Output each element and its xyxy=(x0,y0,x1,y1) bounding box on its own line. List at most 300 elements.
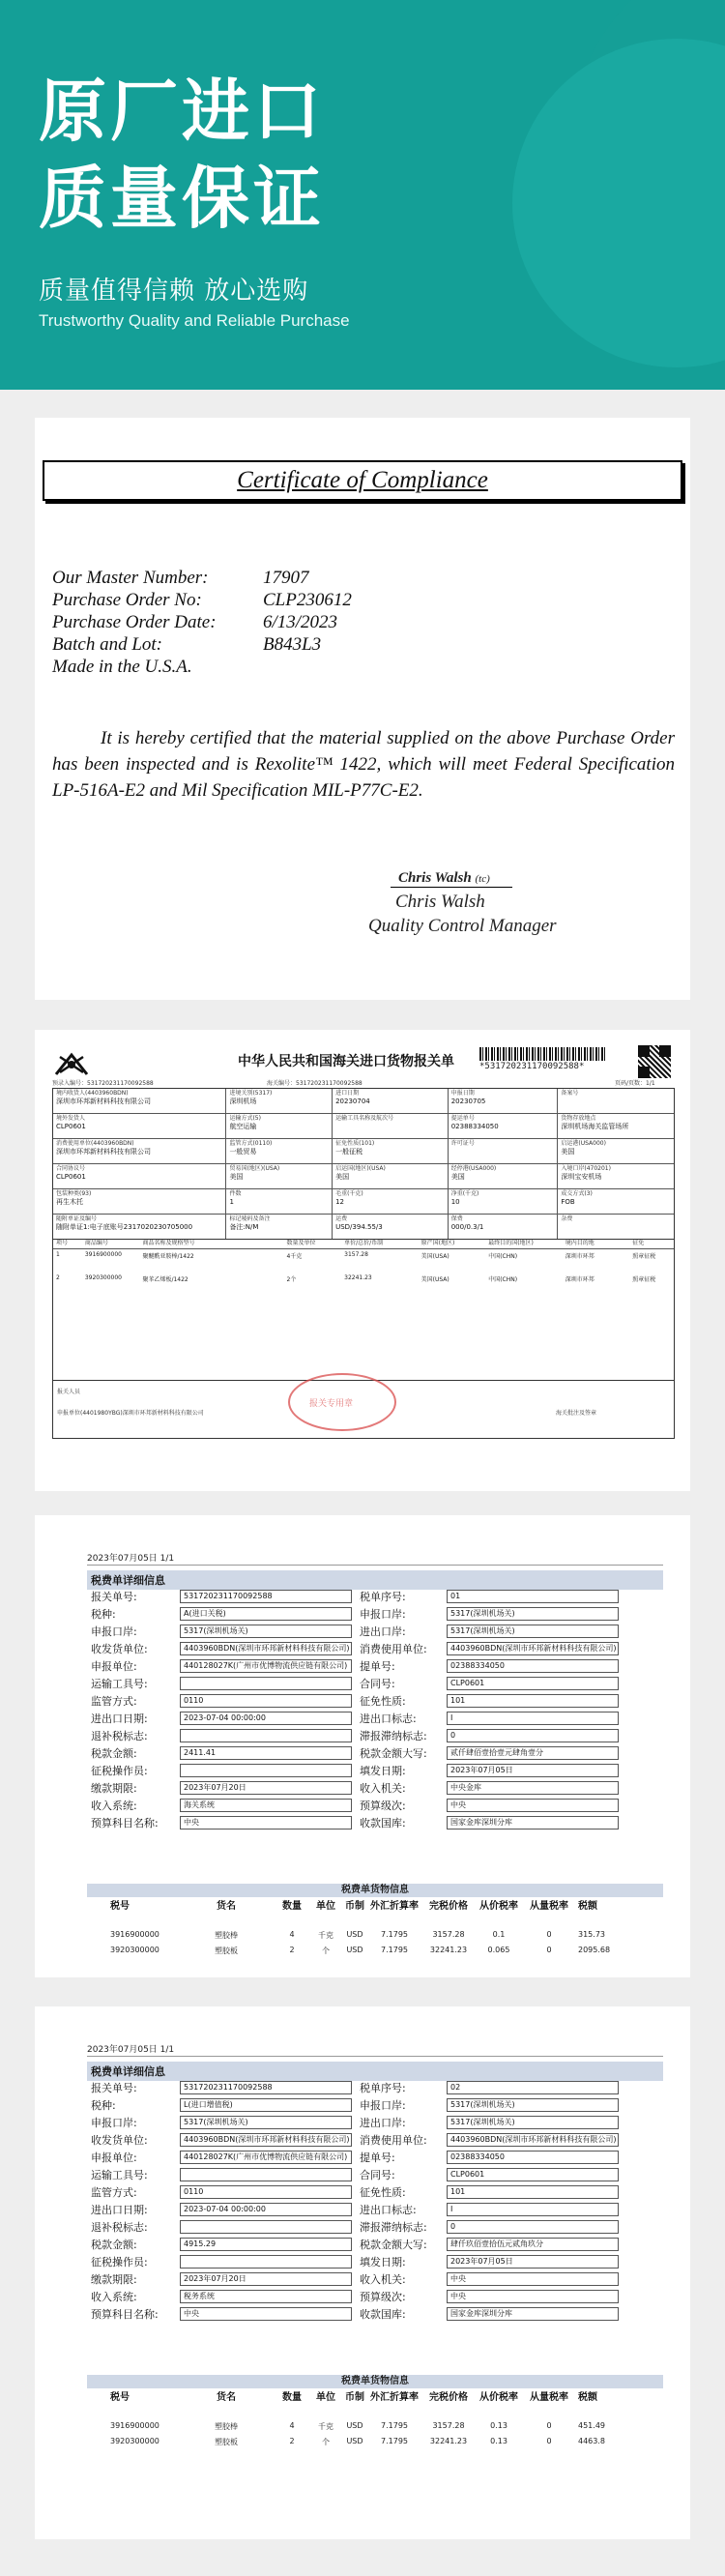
tax-goods-header-cell: 从量税率 xyxy=(530,1901,568,1912)
tax-row xyxy=(87,2218,663,2236)
tax-value xyxy=(180,1729,352,1742)
tax-value: 440128027K(广州市优博物流供应链有限公司) xyxy=(180,1659,352,1673)
tax-label: 提单号: xyxy=(360,1660,395,1673)
grid-cell xyxy=(558,1189,674,1214)
tax-goods-cell: 451.49 xyxy=(578,2421,605,2430)
decor-circle xyxy=(512,39,725,367)
tax-label: 运输工具号: xyxy=(91,1678,148,1690)
tax-value: 2023年07月20日 xyxy=(180,1781,352,1795)
grid-cell xyxy=(558,1164,674,1188)
tax-row xyxy=(87,1675,663,1692)
tax-label: 税单序号: xyxy=(360,1591,406,1603)
signature-suffix: (tc) xyxy=(475,873,490,885)
grid-label: 保费 xyxy=(450,1215,463,1222)
tax-label: 提单号: xyxy=(360,2152,395,2164)
grid-row xyxy=(53,1114,674,1139)
certificate-field xyxy=(52,634,352,657)
tax-value: 01 xyxy=(447,1590,619,1603)
field-label: Purchase Order Date: xyxy=(52,612,217,632)
tax-goods-cell: 2 xyxy=(289,2437,295,2445)
tax-value: 中央金库 xyxy=(447,1781,619,1795)
tax-value: CLP0601 xyxy=(447,1677,619,1690)
tax-goods-cell: 0 xyxy=(546,2437,552,2445)
grid-row xyxy=(53,1089,674,1114)
grid-value: 航空运输 xyxy=(229,1123,257,1130)
tax-goods-cell: 315.73 xyxy=(578,1930,605,1939)
grid-value: 美国 xyxy=(335,1173,350,1181)
goods-header-cell: 原产国(地区) xyxy=(420,1240,455,1246)
tax-label: 预算科目名称: xyxy=(91,1817,159,1830)
tax-label: 缴款期限: xyxy=(91,1782,137,1795)
tax-value: 02 xyxy=(447,2081,619,2094)
made-in-line: Made in the U.S.A. xyxy=(52,657,192,677)
tax-goods-header-cell: 税号 xyxy=(110,1901,130,1912)
tax-goods-cell: 0.065 xyxy=(487,1946,510,1954)
tax-goods-header-cell: 货名 xyxy=(217,2392,236,2403)
tax-label: 征税操作员: xyxy=(91,2256,148,2269)
tax-label: 收发货单位: xyxy=(91,2134,148,2147)
tax-goods-cell: 7.1795 xyxy=(381,2437,408,2445)
grid-label: 件数 xyxy=(229,1190,242,1197)
goods-header-cell: 数量及单位 xyxy=(286,1240,316,1246)
footer-customs-notes: 海关批注及签章 xyxy=(556,1410,597,1417)
tax-label: 征税操作员: xyxy=(91,1765,148,1777)
tax-label: 填发日期: xyxy=(360,1765,406,1777)
tax-value: 国家金库深圳分库 xyxy=(447,1816,619,1830)
tax-value: A(进口关税) xyxy=(180,1607,352,1621)
tax-label: 税种: xyxy=(91,1608,116,1621)
tax-goods-header-cell: 数量 xyxy=(282,2392,302,2403)
grid-label: 进境关别(5317) xyxy=(229,1090,273,1097)
grid-cell xyxy=(53,1164,226,1188)
tax-goods-cell: USD xyxy=(346,1946,363,1954)
hero-title xyxy=(39,68,325,242)
tax-label: 申报口岸: xyxy=(360,2099,406,2112)
grid-cell xyxy=(333,1189,449,1214)
grid-label: 境内收货人(4403960BDN) xyxy=(56,1090,129,1097)
tax-goods-cell: 0.13 xyxy=(490,2437,508,2445)
goods-row xyxy=(53,1249,674,1273)
tax-value: L(进口增值税) xyxy=(180,2098,352,2112)
goods-cell: 聚醚酰亚胺棒/1422 xyxy=(142,1253,194,1260)
field-value: B843L3 xyxy=(263,634,322,655)
tax-goods-header-cell: 单位 xyxy=(316,1901,335,1912)
grid-label: 货物存放地点 xyxy=(561,1115,596,1122)
grid-cell xyxy=(333,1089,449,1113)
grid-label: 启运国(地区)(USA) xyxy=(335,1165,386,1172)
grid-cell xyxy=(449,1164,559,1188)
signer-name: Chris Walsh xyxy=(395,892,485,912)
tax-row xyxy=(87,2166,663,2183)
grid-row xyxy=(53,1189,674,1215)
grid-value: 美国 xyxy=(229,1173,244,1181)
grid-row xyxy=(53,1139,674,1164)
tax-value: 5317(深圳机场关) xyxy=(447,2116,619,2129)
certificate-title-box xyxy=(43,460,682,501)
field-label: Our Master Number: xyxy=(52,568,209,588)
tax-value: 中央 xyxy=(447,2272,619,2286)
tax-value: 2023年07月20日 xyxy=(180,2272,352,2286)
tax-goods-cell: 4 xyxy=(289,1930,295,1939)
tax-value: 中央 xyxy=(180,1816,352,1830)
goods-cell: 美国(USA) xyxy=(420,1276,450,1283)
tax-goods-header-cell: 单位 xyxy=(316,2392,335,2403)
tax-row xyxy=(87,2131,663,2149)
tax-goods-header-cell: 完税价格 xyxy=(429,1901,468,1912)
goods-header-cell: 项号 xyxy=(56,1240,69,1246)
tax-date: 2023年07月05日 1/1 xyxy=(87,1551,663,1566)
customs-number: 海关编号：531720231170092588 xyxy=(267,1080,362,1087)
tax-value: 0110 xyxy=(180,1694,352,1708)
tax-value: 5317(深圳机场关) xyxy=(180,1625,352,1638)
tax-value: 101 xyxy=(447,1694,619,1708)
tax-goods-header-cell: 税额 xyxy=(578,2392,597,2403)
hero-subtitle-en: Trustworthy Quality and Reliable Purchase xyxy=(39,311,350,330)
goods-cell: 3157.28 xyxy=(344,1251,368,1258)
tax-value xyxy=(180,2220,352,2234)
tax-value: 4403960BDN(深圳市环邦新材料科技有限公司) xyxy=(447,2133,619,2147)
field-label: Purchase Order No: xyxy=(52,590,202,610)
grid-cell xyxy=(333,1139,449,1163)
goods-cell: 深圳市环邦 xyxy=(565,1253,594,1260)
tax-row xyxy=(87,2079,663,2096)
grid-cell xyxy=(558,1114,674,1138)
goods-body xyxy=(53,1249,674,1296)
goods-cell: 深圳市环邦 xyxy=(565,1276,594,1283)
tax-value: 5317(深圳机场关) xyxy=(447,2098,619,2112)
grid-label: 监管方式(0110) xyxy=(229,1140,273,1147)
tax-value: 贰仟肆佰壹拾壹元肆角壹分 xyxy=(447,1746,619,1760)
grid-value: 深圳市环邦新材料科技有限公司 xyxy=(56,1148,151,1156)
qr-code-icon xyxy=(638,1045,671,1078)
grid-cell xyxy=(226,1114,333,1138)
goods-header-cell: 商品名称及规格型号 xyxy=(142,1240,195,1246)
tax-goods-cell: 0.1 xyxy=(492,1930,506,1939)
tax-goods-cell: 塑胶棒 xyxy=(215,2422,238,2431)
tax-row xyxy=(87,1727,663,1744)
tax-value: 4403960BDN(深圳市环邦新材料科技有限公司) xyxy=(180,2133,352,2147)
goods-header-cell: 商品编号 xyxy=(84,1240,108,1246)
certificate-field xyxy=(52,568,352,590)
footer-agent: 报关人员 xyxy=(57,1389,81,1395)
certificate-field xyxy=(52,612,352,634)
goods-header-cell: 征免 xyxy=(632,1240,645,1246)
tax-goods-header-cell: 从量税率 xyxy=(530,2392,568,2403)
tax-label: 收发货单位: xyxy=(91,1643,148,1655)
tax-goods-cell: 32241.23 xyxy=(429,1946,468,1954)
hero-title-line: 质量保证 xyxy=(39,159,325,238)
customs-emblem-icon xyxy=(52,1051,91,1078)
tax-goods-cell: 个 xyxy=(322,2438,330,2446)
tax-value: I xyxy=(447,2203,619,2216)
grid-cell xyxy=(53,1139,226,1163)
grid-value: 一般征税 xyxy=(335,1148,363,1156)
tax-goods-header-cell: 外汇折算率 xyxy=(370,1901,419,1912)
grid-cell xyxy=(226,1164,333,1188)
tax-heading: 税费单详细信息 xyxy=(87,2062,663,2081)
grid-value: 再生木托 xyxy=(56,1198,83,1206)
signature xyxy=(391,870,512,888)
grid-value: 随附单证1:电子底账号2317020230705000 xyxy=(56,1223,193,1231)
tax-goods-cell: 0 xyxy=(546,1946,552,1954)
tax-value: 国家金库深圳分库 xyxy=(447,2307,619,2321)
grid-value: 一般贸易 xyxy=(229,1148,257,1156)
tax-value: 中央 xyxy=(447,1799,619,1812)
tax-row xyxy=(87,1797,663,1814)
tax-goods-cell: 2 xyxy=(289,1946,295,1954)
tax-goods-cell: 个 xyxy=(322,1947,330,1955)
tax-goods-cell: 塑胶板 xyxy=(215,2438,238,2446)
tax-row xyxy=(87,2236,663,2253)
grid-cell xyxy=(449,1189,559,1214)
tax-label: 征免性质: xyxy=(360,2186,406,2199)
goods-cell: 4千克 xyxy=(286,1253,303,1260)
goods-cell: 2 xyxy=(56,1274,60,1281)
tax-row xyxy=(87,1710,663,1727)
tax-label: 进出口岸: xyxy=(360,1625,406,1638)
certificate-fields xyxy=(52,568,352,679)
tax-label: 填发日期: xyxy=(360,2256,406,2269)
grid-value: 美国 xyxy=(561,1148,575,1156)
tax-goods-title: 税费单货物信息 xyxy=(87,2375,663,2388)
tax-value: 440128027K(广州市优博物流供应链有限公司) xyxy=(180,2151,352,2164)
grid-label: 成交方式(3) xyxy=(561,1190,593,1197)
tax-goods-row xyxy=(87,2421,663,2432)
tax-label: 预算科目名称: xyxy=(91,2308,159,2321)
grid-value: 美国 xyxy=(450,1173,465,1181)
tax-label: 退补税标志: xyxy=(91,1730,148,1742)
tax-goods-cell: USD xyxy=(346,2437,363,2445)
tax-goods-header-cell: 货名 xyxy=(217,1901,236,1912)
certificate-card xyxy=(35,418,690,1000)
tax-label: 申报口岸: xyxy=(91,1625,137,1638)
grid-cell xyxy=(558,1089,674,1113)
tax-row xyxy=(87,1762,663,1779)
tax-value: 0 xyxy=(447,1729,619,1742)
grid-cell xyxy=(53,1189,226,1214)
tax-label: 进出口标志: xyxy=(360,2204,417,2216)
tax-goods-header-cell: 完税价格 xyxy=(429,2392,468,2403)
tax-goods-cell: 7.1795 xyxy=(381,2421,408,2430)
tax-label: 退补税标志: xyxy=(91,2221,148,2234)
grid-label: 标记唛码及备注 xyxy=(229,1215,271,1222)
tax-label: 收入系统: xyxy=(91,2291,137,2303)
tax-goods-cell: 4463.8 xyxy=(578,2437,605,2445)
tax-label: 滞报滞纳标志: xyxy=(360,1730,427,1742)
tax-goods-header-cell: 币制 xyxy=(345,2392,364,2403)
goods-cell: 1 xyxy=(56,1251,60,1258)
grid-label: 运输工具名称及航次号 xyxy=(335,1115,394,1122)
tax-goods-cell: 3920300000 xyxy=(110,1946,160,1954)
tax-goods-row xyxy=(87,1946,663,1956)
tax-value: 5317(深圳机场关) xyxy=(447,1625,619,1638)
tax-goods-header-cell: 币制 xyxy=(345,1901,364,1912)
tax-label: 进出口日期: xyxy=(91,1712,148,1725)
page-count: 页码/页数：1/1 xyxy=(615,1080,655,1087)
grid-cell xyxy=(449,1114,559,1138)
grid-label: 进口日期 xyxy=(335,1090,360,1097)
tax-label: 预算级次: xyxy=(360,1800,406,1812)
tax-label: 消费使用单位: xyxy=(360,2134,427,2147)
tax-value: 中央 xyxy=(180,2307,352,2321)
tax-label: 报关单号: xyxy=(91,2082,137,2094)
tax-goods-cell: 塑胶棒 xyxy=(215,1931,238,1940)
tax-row xyxy=(87,1623,663,1640)
tax-goods-cell: 4 xyxy=(289,2421,295,2430)
tax-value xyxy=(180,1677,352,1690)
tax-goods-cell: 7.1795 xyxy=(381,1930,408,1939)
grid-label: 备案号 xyxy=(561,1090,579,1097)
grid-value: 1 xyxy=(229,1198,234,1206)
grid-value: 10 xyxy=(450,1198,460,1206)
grid-value: 20230705 xyxy=(450,1098,486,1105)
grid-cell xyxy=(333,1164,449,1188)
tax-value xyxy=(180,2168,352,2181)
tax-label: 申报口岸: xyxy=(360,1608,406,1621)
tax-row xyxy=(87,1692,663,1710)
goods-cell: 中国(CHN) xyxy=(488,1276,518,1283)
goods-cell: 照章征税 xyxy=(632,1253,656,1260)
tax-goods-cell: 2095.68 xyxy=(578,1946,611,1954)
tax-value: 02388334050 xyxy=(447,2151,619,2164)
grid-label: 经停港(USA000) xyxy=(450,1165,497,1172)
tax-goods-cell: 0 xyxy=(546,1930,552,1939)
barcode xyxy=(479,1047,605,1061)
tax-goods-cell: 千克 xyxy=(318,1931,334,1940)
tax-row xyxy=(87,2253,663,2270)
tax-value: 肆仟玖佰壹拾伍元贰角玖分 xyxy=(447,2238,619,2251)
tax-label: 税款金额大写: xyxy=(360,2239,427,2251)
tax-goods-cell: 3916900000 xyxy=(110,1930,160,1939)
grid-value: 深圳机场海关监管场所 xyxy=(561,1123,629,1130)
tax-value: 4915.29 xyxy=(180,2238,352,2251)
tax-label: 监管方式: xyxy=(91,2186,137,2199)
tax-row xyxy=(87,2201,663,2218)
tax-label: 进出口日期: xyxy=(91,2204,148,2216)
grid-label: 申报日期 xyxy=(450,1090,475,1097)
grid-cell xyxy=(449,1089,559,1113)
grid-label: 贸易国(地区)(USA) xyxy=(229,1165,280,1172)
tax-value: 531720231170092588 xyxy=(180,2081,352,2094)
goods-header-cell: 最终目的国(地区) xyxy=(488,1240,534,1246)
grid-value: CLP0601 xyxy=(56,1123,86,1130)
grid-cell xyxy=(226,1189,333,1214)
tax-value xyxy=(180,2255,352,2269)
tax-label: 税单序号: xyxy=(360,2082,406,2094)
certificate-field xyxy=(52,590,352,612)
pre-entry-number: 预录入编号：531720231170092588 xyxy=(52,1080,154,1087)
goods-header-cell: 单价/总价/币制 xyxy=(344,1240,384,1246)
tax-goods-header-cell: 税额 xyxy=(578,1901,597,1912)
tax-detail-table xyxy=(87,2079,663,2323)
grid-row xyxy=(53,1164,674,1189)
tax-label: 消费使用单位: xyxy=(360,1643,427,1655)
tax-value: I xyxy=(447,1712,619,1725)
grid-value: USD/394.55/3 xyxy=(335,1223,383,1231)
tax-value: CLP0601 xyxy=(447,2168,619,2181)
tax-goods-header-cell: 从价税率 xyxy=(479,2392,518,2403)
tax-label: 进出口标志: xyxy=(360,1712,417,1725)
certificate-title: Certificate of Compliance xyxy=(237,467,488,493)
tax-label: 税款金额大写: xyxy=(360,1747,427,1760)
tax-row xyxy=(87,2305,663,2323)
tax-row xyxy=(87,1779,663,1797)
grid-value: FOB xyxy=(561,1198,575,1206)
goods-cell: 3920300000 xyxy=(84,1274,122,1281)
goods-row xyxy=(53,1273,674,1296)
tax-value: 0 xyxy=(447,2220,619,2234)
tax-row xyxy=(87,1605,663,1623)
tax-value: 5317(深圳机场关) xyxy=(447,1607,619,1621)
grid-value: 20230704 xyxy=(335,1098,370,1105)
tax-goods-cell: USD xyxy=(346,1930,363,1939)
tax-goods-cell: 7.1795 xyxy=(381,1946,408,1954)
grid-value: 备注:N/M xyxy=(229,1223,259,1231)
tax-goods-header xyxy=(87,1901,663,1912)
goods-cell: 2个 xyxy=(286,1276,297,1283)
tax-row xyxy=(87,2270,663,2288)
signature-text: Chris Walsh xyxy=(398,870,472,886)
grid-value: CLP0601 xyxy=(56,1173,86,1181)
tax-value: 5317(深圳机场关) xyxy=(180,2116,352,2129)
tax-value: 海关系统 xyxy=(180,1799,352,1812)
goods-cell: 照章征税 xyxy=(632,1276,656,1283)
goods-cell: 美国(USA) xyxy=(420,1253,450,1260)
declaration-stamp xyxy=(288,1373,396,1431)
field-value: 17907 xyxy=(263,568,309,588)
declaration-goods xyxy=(52,1236,675,1381)
hero-subtitle: 质量值得信赖 放心选购 xyxy=(39,277,309,306)
tax-goods-row xyxy=(87,1930,663,1941)
tax-label: 税种: xyxy=(91,2099,116,2112)
tax-value: 2023年07月05日 xyxy=(447,1764,619,1777)
grid-label: 杂费 xyxy=(561,1215,573,1222)
declaration-title: 中华人民共和国海关进口货物报关单 xyxy=(238,1054,454,1069)
tax-value: 4403960BDN(深圳市环邦新材料科技有限公司) xyxy=(447,1642,619,1655)
tax-goods-header xyxy=(87,2392,663,2403)
grid-value: 深圳市环邦新材料科技有限公司 xyxy=(56,1098,151,1105)
tax-label: 运输工具号: xyxy=(91,2169,148,2181)
tax-row xyxy=(87,2114,663,2131)
tax-goods-cell: 3157.28 xyxy=(432,1930,465,1939)
tax-form-card-1 xyxy=(35,1515,690,1977)
tax-form-card-2 xyxy=(35,2006,690,2539)
tax-goods-header-cell: 数量 xyxy=(282,1901,302,1912)
hero-title-line: 原厂进口 xyxy=(39,72,325,151)
tax-goods-title: 税费单货物信息 xyxy=(87,1884,663,1897)
grid-value: 000/0.3/1 xyxy=(450,1223,484,1231)
tax-row xyxy=(87,1588,663,1605)
grid-label: 随附单证及编号 xyxy=(56,1215,98,1222)
grid-cell xyxy=(333,1114,449,1138)
tax-value: 531720231170092588 xyxy=(180,1590,352,1603)
grid-label: 毛重(千克) xyxy=(335,1190,363,1197)
tax-row xyxy=(87,2096,663,2114)
tax-label: 报关单号: xyxy=(91,1591,137,1603)
field-value: 6/13/2023 xyxy=(263,612,338,632)
grid-label: 净重(千克) xyxy=(450,1190,479,1197)
tax-row xyxy=(87,2288,663,2305)
tax-label: 税款金额: xyxy=(91,2239,137,2251)
tax-value: 2023-07-04 00:00:00 xyxy=(180,1712,352,1725)
signer-role: Quality Control Manager xyxy=(368,916,557,936)
goods-cell: 32241.23 xyxy=(344,1274,372,1281)
tax-value: 中央 xyxy=(447,2290,619,2303)
tax-label: 监管方式: xyxy=(91,1695,137,1708)
stamp-text: 报关专用章 xyxy=(309,1399,354,1409)
tax-label: 滞报滞纳标志: xyxy=(360,2221,427,2234)
tax-goods-cell: 32241.23 xyxy=(429,2437,468,2445)
